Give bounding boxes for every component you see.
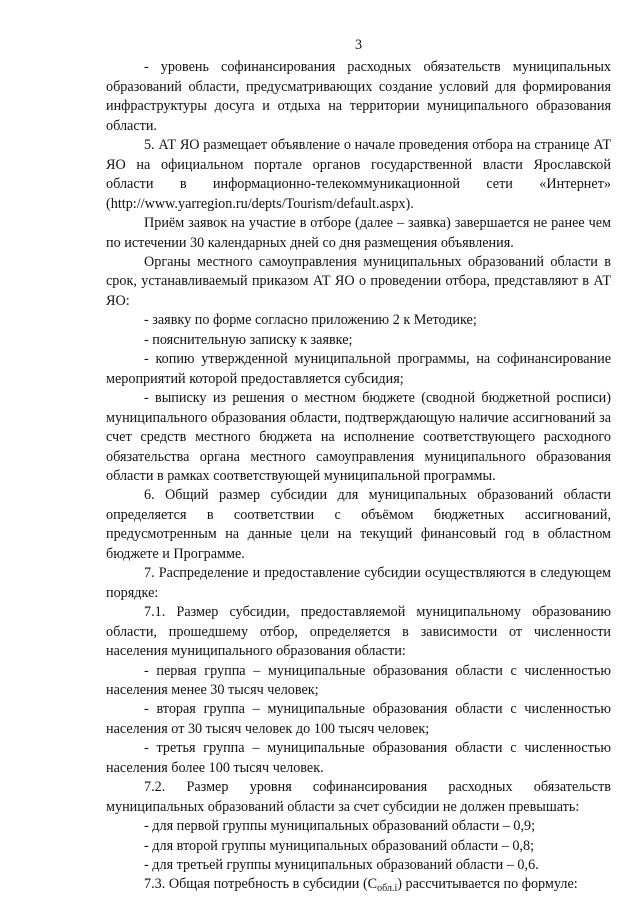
list-item-application-form: - заявку по форме согласно приложению 2 к Методике; <box>144 312 477 329</box>
paragraph-6-subsidy-size: 6. Общий размер субсидии для муниципальных образований области определяется в соответствии с объёмом бюджетных ассигнований, предусмотренным на данные цели на текущий финансовый год в областном бюджете и Программе. <box>106 487 611 562</box>
paragraph-applications-deadline: Приём заявок на участие в отборе (далее – заявка) завершается не ранее чем по истечении 30 календарных дней со дня размещения объявления. <box>106 215 611 251</box>
paragraph-7-3-formula-intro <box>106 875 611 898</box>
document-page <box>106 36 611 899</box>
list-item-budget-extract: - выписку из решения о местном бюджете (сводной бюджетной росписи) муниципального образования области, подтверждающую наличие ассигнований за счет средств местного бюджета на исполнение соответствующего расходного обязательства органа местного самоуправления муниципального образования области в рамках соответствующей муниципальной программы. <box>106 390 611 484</box>
formula-symbol: C <box>367 876 378 893</box>
list-item-ratio-group-1: - для первой группы муниципальных образований области – 0,9; <box>144 818 536 835</box>
list-item-explanatory-note: - пояснительную записку к заявке; <box>144 331 353 348</box>
paragraph-cofinancing-level: - уровень софинансирования расходных обязательств муниципальных образований области, предусматривающих создание условий для формирования инфраструктуры досуга и отдыха на территории муниципального образования области. <box>106 59 611 134</box>
list-item-group-2: - вторая группа – муниципальные образования области с численностью населения от 30 тысяч человек до 100 тысяч человек; <box>106 701 611 737</box>
paragraph-5-announcement: 5. АТ ЯО размещает объявление о начале проведения отбора на странице АТ ЯО на официальном портале органов государственной власти Ярославской области в информационно-телекоммуникационной сети «Интернет» (http://www.yarregion.ru/depts/Tourism/default.aspx). <box>106 137 611 212</box>
page-number: 3 <box>354 37 363 53</box>
list-item-group-1: - первая группа – муниципальные образования области с численностью населения менее 30 тысяч человек; <box>106 662 611 698</box>
formula-text-after: ) рассчитывается по формуле: <box>397 876 578 893</box>
list-item-ratio-group-2: - для второй группы муниципальных образований области – 0,8; <box>144 837 535 854</box>
paragraph-local-authorities: Органы местного самоуправления муниципальных образований области в срок, устанавливаемый приказом АТ ЯО о проведении отбора, представляют в АТ ЯО: <box>106 253 611 309</box>
formula-text-before: 7.3. Общая потребность в субсидии ( <box>144 876 368 893</box>
formula-subscript: обл.i <box>377 883 398 895</box>
paragraph-7-distribution: 7. Распределение и предоставление субсидии осуществляются в следующем порядке: <box>106 565 611 601</box>
list-item-program-copy: - копию утвержденной муниципальной программы, на софинансирование мероприятий которой предоставляется субсидия; <box>106 351 611 387</box>
list-item-ratio-group-3: - для третьей группы муниципальных образований области – 0,6. <box>144 857 539 874</box>
paragraph-7-2-cofinancing: 7.2. Размер уровня софинансирования расходных обязательств муниципальных образований области за счет субсидии не должен превышать: <box>106 779 611 815</box>
paragraph-7-1-population: 7.1. Размер субсидии, предоставляемой муниципальному образованию области, прошедшему отбор, определяется в зависимости от численности населения муниципального образования области: <box>106 604 611 660</box>
list-item-group-3: - третья группа – муниципальные образования области с численностью населения более 100 тысяч человек. <box>106 740 611 776</box>
